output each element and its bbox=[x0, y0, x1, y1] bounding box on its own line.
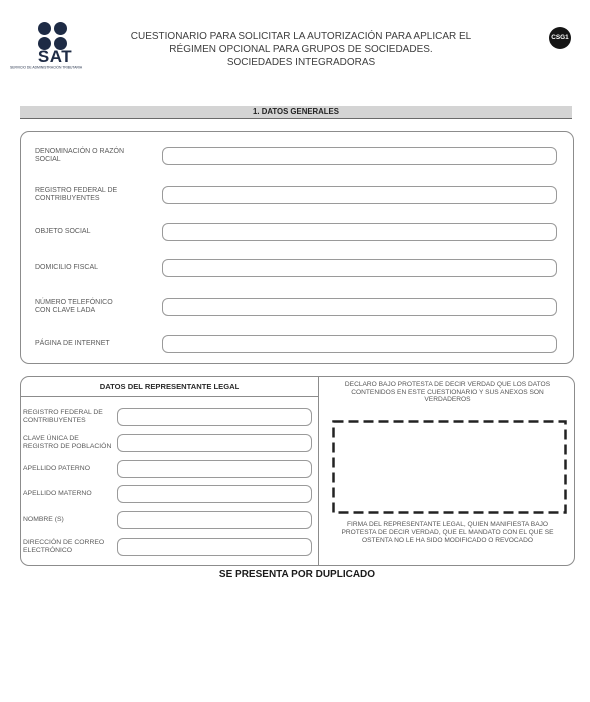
website-input[interactable] bbox=[162, 335, 557, 353]
sat-logo bbox=[8, 22, 102, 74]
logo-circles bbox=[38, 22, 67, 50]
rep-maternal-surname-input[interactable] bbox=[117, 485, 312, 503]
field-label: APELLIDO PATERNO bbox=[23, 465, 90, 472]
field-label: NOMBRE (S) bbox=[23, 516, 64, 523]
form-title-line: SOCIEDADES INTEGRADORAS bbox=[226, 57, 376, 68]
field-row-website bbox=[21, 335, 573, 353]
signature-caption: FIRMA DEL REPRESENTANTE LEGAL, QUIEN MANIFIESTA BAJO PROTESTA DE DECIR VERDAD, QUE EL MANDATO CON EL QUE SE OSTENTA NO LE HA SIDO MODIFICADO O REVOCADO bbox=[341, 521, 554, 544]
field-row-tax-address bbox=[21, 259, 573, 277]
logo-wordmark: SAT bbox=[37, 47, 73, 66]
field-label: DOMICILIO FISCAL bbox=[35, 264, 99, 271]
tax-address-input[interactable] bbox=[162, 259, 557, 277]
declaration-text: DECLARO BAJO PROTESTA DE DECIR VERDAD QUE LOS DATOS CONTENIDOS EN ESTE CUESTIONARIO Y SUS ANEXOS SON VERDADEROS bbox=[344, 381, 551, 404]
field-row-corporate-purpose bbox=[21, 223, 573, 241]
logo-circle bbox=[54, 22, 67, 35]
form-title bbox=[110, 30, 492, 69]
field-label: NÚMERO TELEFÓNICO CON CLAVE LADA bbox=[35, 299, 113, 314]
logo-subtitle: SERVICIO DE ADMINISTRACIÓN TRIBUTARIA bbox=[10, 65, 83, 70]
field-label: APELLIDO MATERNO bbox=[23, 490, 92, 497]
rep-curp-input[interactable] bbox=[117, 434, 312, 452]
form-code-badge: CSG1 bbox=[549, 27, 571, 49]
field-row-rfc bbox=[21, 186, 573, 204]
phone-input[interactable] bbox=[162, 298, 557, 316]
field-label: REGISTRO FEDERAL DE CONTRIBUYENTES bbox=[23, 409, 103, 424]
field-label: OBJETO SOCIAL bbox=[35, 228, 91, 235]
rep-paternal-surname-input[interactable] bbox=[117, 460, 312, 478]
section-header-general-data: 1. DATOS GENERALES bbox=[20, 106, 572, 119]
field-row-company-name bbox=[21, 147, 573, 165]
corporate-purpose-input[interactable] bbox=[162, 223, 557, 241]
legal-representative-header: DATOS DEL REPRESENTANTE LEGAL bbox=[21, 377, 318, 397]
rep-rfc-input[interactable] bbox=[117, 408, 312, 426]
field-label: REGISTRO FEDERAL DE CONTRIBUYENTES bbox=[35, 187, 118, 202]
form-title-line: CUESTIONARIO PARA SOLICITAR LA AUTORIZACIÓN PARA APLICAR EL bbox=[130, 31, 472, 42]
rep-name-input[interactable] bbox=[117, 511, 312, 529]
signature-box bbox=[332, 420, 567, 514]
field-row-phone bbox=[21, 298, 573, 316]
logo-circle bbox=[38, 22, 51, 35]
field-label: DIRECCIÓN DE CORREO ELECTRÓNICO bbox=[23, 539, 105, 554]
legal-representative-box bbox=[20, 376, 575, 566]
field-label: CLAVE ÚNICA DE REGISTRO DE POBLACIÓN bbox=[23, 435, 112, 450]
field-label: DENOMINACIÓN O RAZÓN SOCIAL bbox=[35, 148, 125, 163]
rfc-input[interactable] bbox=[162, 186, 557, 204]
form-title-line: RÉGIMEN OPCIONAL PARA GRUPOS DE SOCIEDADES. bbox=[169, 44, 433, 55]
company-name-input[interactable] bbox=[162, 147, 557, 165]
rep-email-input[interactable] bbox=[117, 538, 312, 556]
general-data-box bbox=[20, 131, 574, 364]
duplicate-note: SE PRESENTA POR DUPLICADO bbox=[218, 569, 376, 580]
field-label: PÁGINA DE INTERNET bbox=[35, 340, 110, 347]
signature-box-border bbox=[334, 422, 566, 513]
